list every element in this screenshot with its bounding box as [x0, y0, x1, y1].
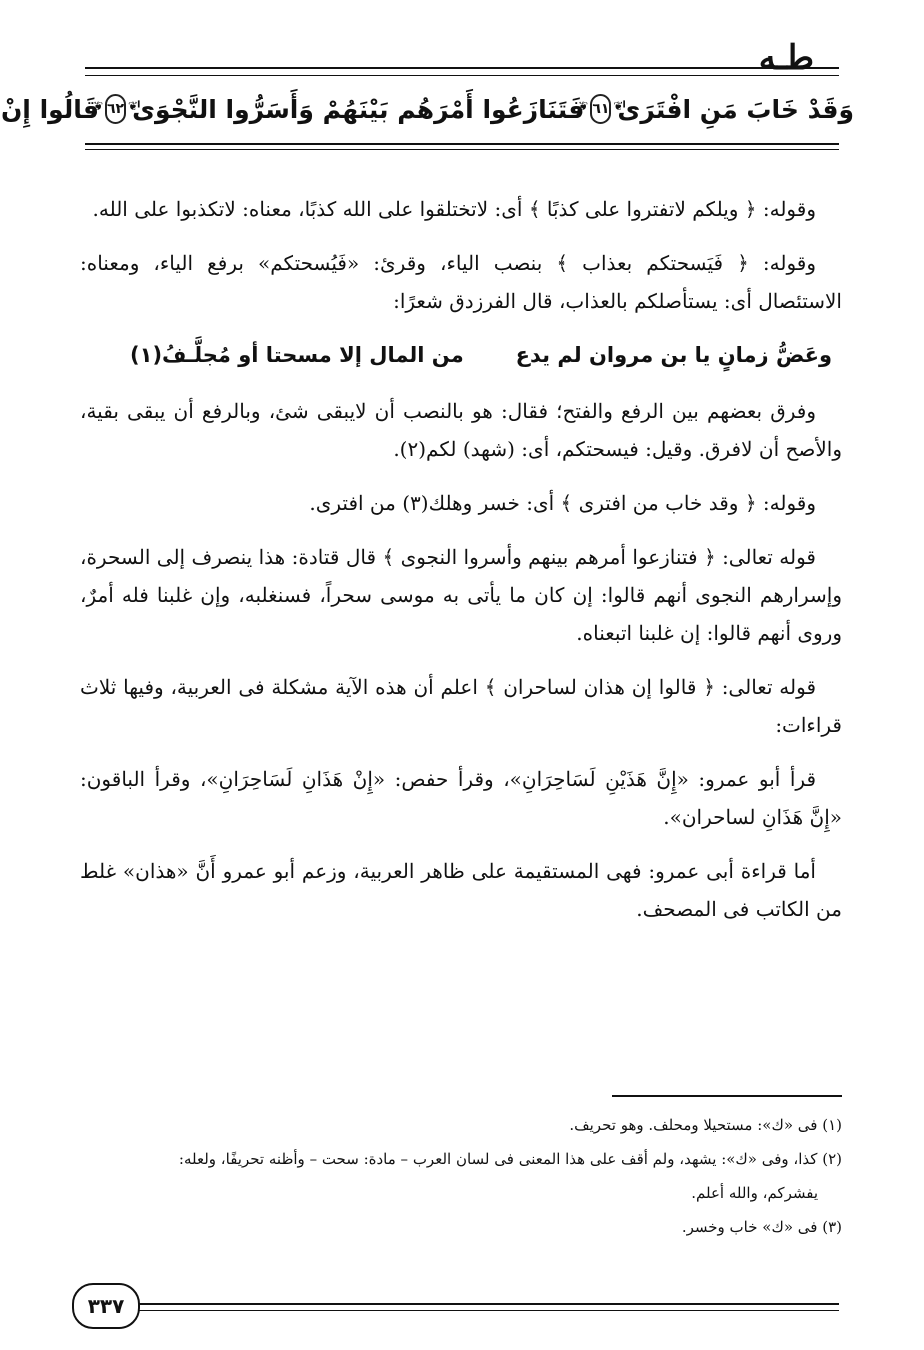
paragraph: قوله تعالى: ﴿ فتنازعوا أمرهم بينهم وأسروا النجوى ﴾ قال قتادة: هذا ينصرف إلى السحرة، وإسرارهم النجوى أنهم قالوا: إن كان ما يأتى به موسى سحراً، فسنغلبه، وإن غلبنا فله أمرٌ، وروى أنهم قالوا: إن غلبنا اتبعناه. — [80, 545, 842, 645]
quran-verse-line — [0, 88, 854, 130]
footnote: (١) فى «ك»: مستحيلا ومحلف. وهو تحريف. — [569, 1116, 842, 1134]
footnote: (٣) فى «ك» خاب وخسر. — [681, 1218, 842, 1236]
paragraph: قرأ أبو عمرو: «إِنَّ هَذَيْنِ لَسَاحِرَانِ»، وقرأ حفص: «إِنْ هَذَانِ لَسَاحِرَانِ»، وقرأ الباقون: «إِنَّ هَذَانِ لساحران». — [80, 767, 842, 829]
paragraph: أما قراءة أبى عمرو: فهى المستقيمة على ظاهر العربية، وزعم أبو عمرو أَنَّ «هذان» غلط من الكاتب فى المصحف. — [80, 859, 842, 921]
paragraph: قوله تعالى: ﴿ قالوا إن هذان لساحران ﴾ اعلم أن هذه الآية مشكلة فى العربية، وفيها ثلاث قراءات: — [80, 675, 842, 737]
paragraph: وقوله: ﴿ ويلكم لاتفتروا على كذبًا ﴾ أى: لاتختلقوا على الله كذبًا، معناه: لاتكذبوا على الله. — [92, 197, 816, 221]
footnotes — [82, 1110, 842, 1246]
ayah-number-marker: ❦ ٦١ ❦ — [590, 94, 611, 124]
paragraph: وفرق بعضهم بين الرفع والفتح؛ فقال: هو بالنصب أن لايبقى شئ، وبالرفع أن يبقى بقية، والأصح أن لافرق. وقيل: فيسحتكم، أى: (شهد) لكم(٢). — [80, 399, 842, 461]
poem-second-hemistich: من المال إلا مسحتا أو مُجلَّـفُ(١) — [130, 343, 464, 367]
footer-rule — [130, 1303, 839, 1311]
poem-first-hemistich: وعَضُّ زمانٍ يا بن مروان لم يدع — [515, 343, 832, 367]
footnote: (٢) كذا، وفى «ك»: يشهد، ولم أقف على هذا المعنى فى لسان العرب – مادة: سحت – وأظنه تحريفًا، ولعله: — [178, 1150, 842, 1168]
surah-name-header: طـه — [758, 38, 814, 78]
footnote-separator — [612, 1095, 842, 1097]
verse-segment: فَتَنَازَعُوا أَمْرَهُم بَيْنَهُمْ وَأَسَرُّوا النَّجْوَىٰ — [132, 94, 585, 124]
header-rule-top — [85, 67, 839, 76]
verse-segment: قَالُوا إِنْ — [0, 94, 99, 124]
header-rule-bottom — [85, 143, 839, 150]
verse-segment: وَقَدْ خَابَ مَنِ افْتَرَىٰ — [617, 94, 854, 124]
footnote-continuation: يفشركم، والله أعلم. — [691, 1184, 818, 1202]
paragraph: وقوله: ﴿ فَيَسحتكم بعذاب ﴾ بنصب الياء، وقرئ: «فَيُسحتكم» برفع الياء، ومعناه: الاستئصال أى: يستأصلكم بالعذاب، قال الفرزدق شعرًا: — [80, 251, 842, 313]
commentary-body — [80, 190, 842, 944]
poem-verse — [130, 336, 832, 374]
ayah-number-marker: ❦ ٦٢ ❦ — [105, 94, 126, 124]
page-number: ٣٣٧ — [72, 1283, 140, 1329]
paragraph: وقوله: ﴿ وقد خاب من افترى ﴾ أى: خسر وهلك(٣) من افترى. — [309, 491, 816, 515]
